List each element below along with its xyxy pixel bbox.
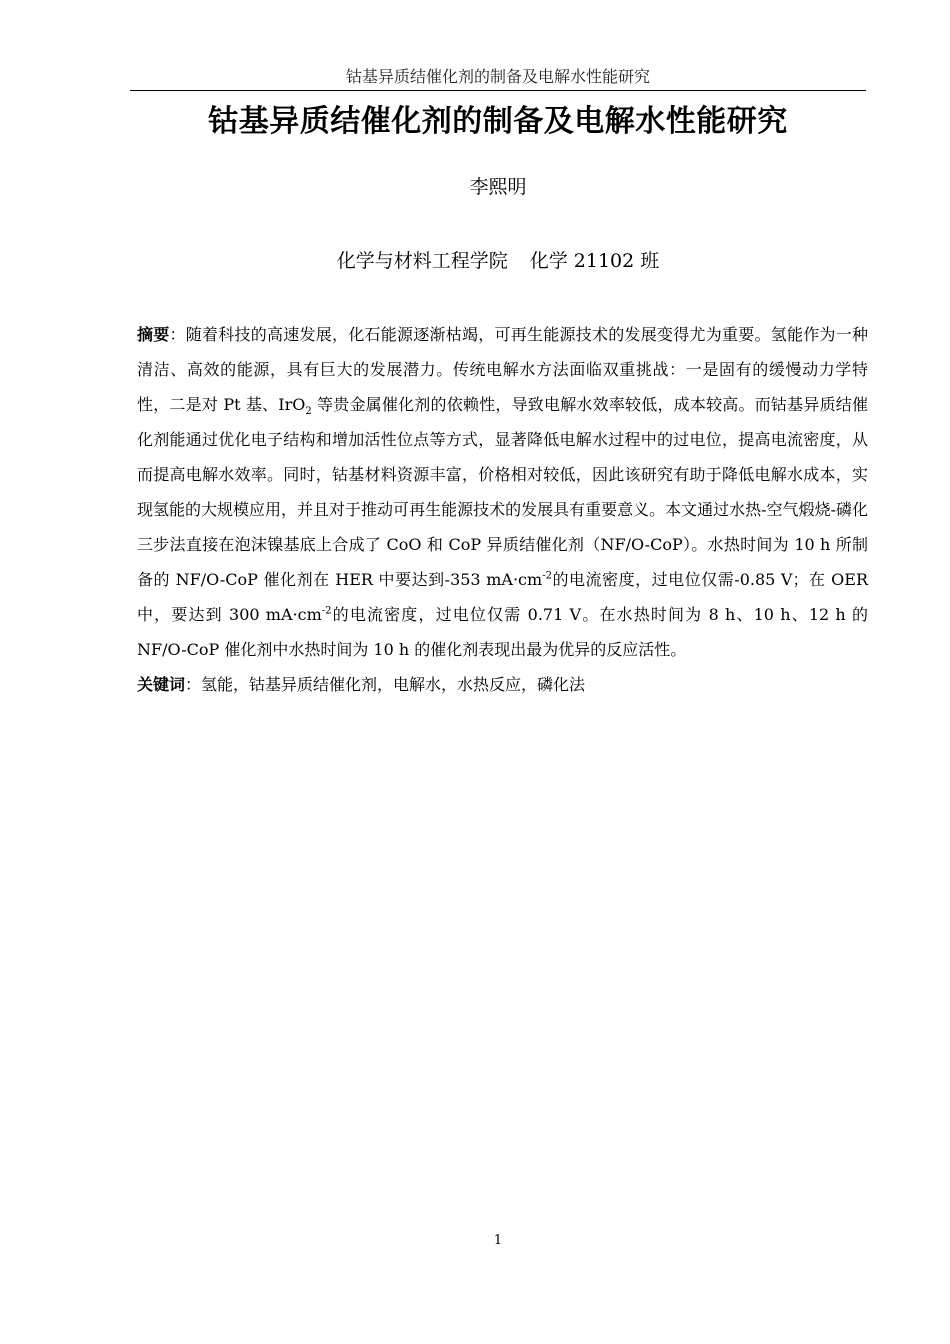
keywords-paragraph [137, 667, 868, 702]
abstract-label: 摘要 [137, 325, 170, 344]
header-rule [130, 90, 866, 91]
abstract-paragraph [137, 317, 868, 667]
keywords-text: 氢能，钴基异质结催化剂，电解水，水热反应，磷化法 [201, 675, 586, 694]
abstract-text-2: 等贵金属催化剂的依赖性，导致电解水效率较低，成本较高。而钴基异质结催化剂能通过优化电子结构和增加活性位点等方式，显著降低电解水过程中的过电位，提高电流密度，从而提高电解水效率。同时，钴基材料资源丰富，价格相对较低，因此该研究有助于降低电解水成本，实现氢能的大规模应用，并且对于推动可再生能源技术的发展具有重要意义。本文通过水热-空气煅烧-磷化三步法直接在泡沫镍基底上合成了 CoO 和 CoP 异质结催化剂（NF/O-CoP）。水热时间为 10 h 所制备的 NF/O-CoP 催化剂在 HER 中要达到-353 mA·cm [137, 395, 868, 589]
abstract-superscript-1: -2 [542, 570, 552, 582]
keywords-label-sep: ： [185, 675, 202, 694]
class-name: 化学 21102 班 [529, 250, 660, 272]
abstract-section [137, 317, 868, 702]
abstract-label-sep: ： [169, 325, 186, 344]
abstract-text-1: 随着科技的高速发展，化石能源逐渐枯竭，可再生能源技术的发展变得尤为重要。氢能作为一种清洁、高效的能源，具有巨大的发展潜力。传统电解水方法面临双重挑战：一是固有的缓慢动力学特性，二是对 Pt 基、IrO [137, 325, 868, 414]
page-number: 1 [493, 1233, 503, 1248]
abstract-superscript-2: -2 [321, 605, 332, 617]
abstract-subscript: 2 [305, 406, 312, 418]
page-title: 钴基异质结催化剂的制备及电解水性能研究 [208, 104, 788, 139]
abstract-text-3: 的电流密度，过电位仅需-0.85 V；在 OER 中，要达到 300 mA·cm [137, 570, 868, 624]
affiliation [130, 248, 866, 274]
running-header: 钴基异质结催化剂的制备及电解水性能研究 [345, 67, 650, 86]
abstract-text-4: 的电流密度，过电位仅需 0.71 V。在水热时间为 8 h、10 h、12 h 的 NF/O-CoP 催化剂中水热时间为 10 h 的催化剂表现出最为优异的反应活性。 [137, 605, 868, 659]
keywords-label: 关键词 [137, 675, 186, 694]
college-name: 化学与材料工程学院 [336, 250, 508, 272]
author-name: 李熙明 [469, 176, 527, 198]
